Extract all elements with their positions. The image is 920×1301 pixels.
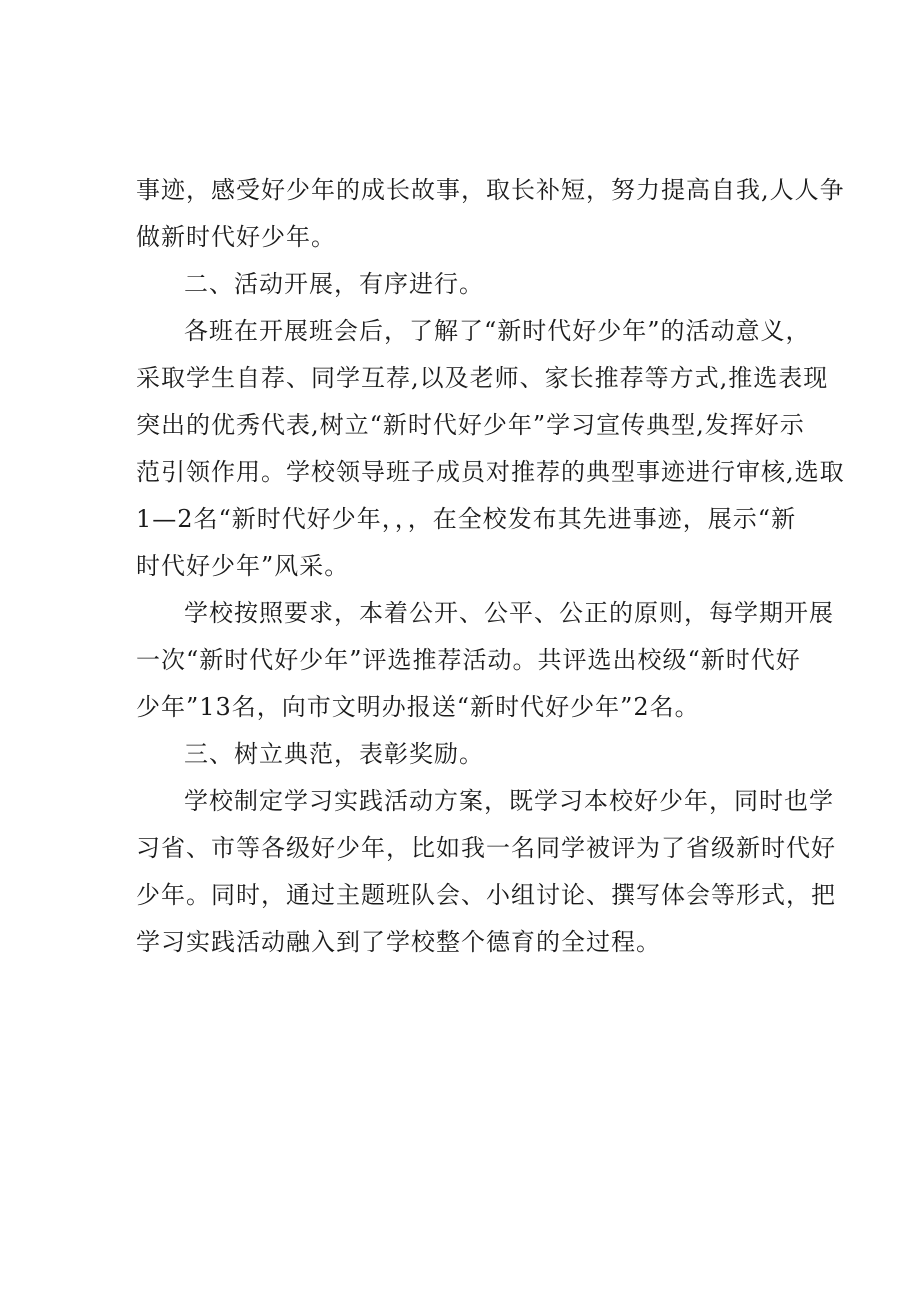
paragraph-line: 时代好少年”风采。 <box>136 552 350 580</box>
paragraph-line: 采取学生自荐、同学互荐,以及老师、家长推荐等方式,推选表现 <box>136 364 829 392</box>
paragraph-line: 学校制定学习实践活动方案，既学习本校好少年，同时也学 <box>184 787 834 815</box>
paragraph-line: 各班在开展班会后，了解了“新时代好少年”的活动意义， <box>184 317 811 345</box>
document-body <box>136 167 845 966</box>
paragraph-line: 学校按照要求，本着公开、公平、公正的原则，每学期开展 <box>184 599 834 627</box>
paragraph-line: 学习实践活动融入到了学校整个德育的全过程。 <box>136 928 661 956</box>
paragraph-line: 少年”13名，向市文明办报送“新时代好少年”2名。 <box>136 693 700 721</box>
paragraph-line: 1—2名“新时代好少年，，，在全校发布其先进事迹，展示“新 <box>136 505 797 533</box>
paragraph-line: 少年。同时，通过主题班队会、小组讨论、撰写体会等形式，把 <box>136 881 836 909</box>
paragraph-line: 一次“新时代好少年”评选推荐活动。共评选出校级“新时代好 <box>136 646 801 674</box>
paragraph-line: 突出的优秀代表,树立“新时代好少年”学习宣传典型,发挥好示 <box>136 411 805 439</box>
section-heading-3: 三、树立典范，表彰奖励。 <box>184 740 484 768</box>
paragraph-line: 事迹，感受好少年的成长故事，取长补短，努力提高自我,人人争 <box>136 176 845 204</box>
paragraph-line: 做新时代好少年。 <box>136 223 336 251</box>
paragraph-line: 范引领作用。学校领导班子成员对推荐的典型事迹进行审核,选取 <box>136 458 845 486</box>
paragraph-line: 习省、市等各级好少年，比如我一名同学被评为了省级新时代好 <box>136 834 836 862</box>
section-heading-2: 二、活动开展，有序进行。 <box>184 270 484 298</box>
